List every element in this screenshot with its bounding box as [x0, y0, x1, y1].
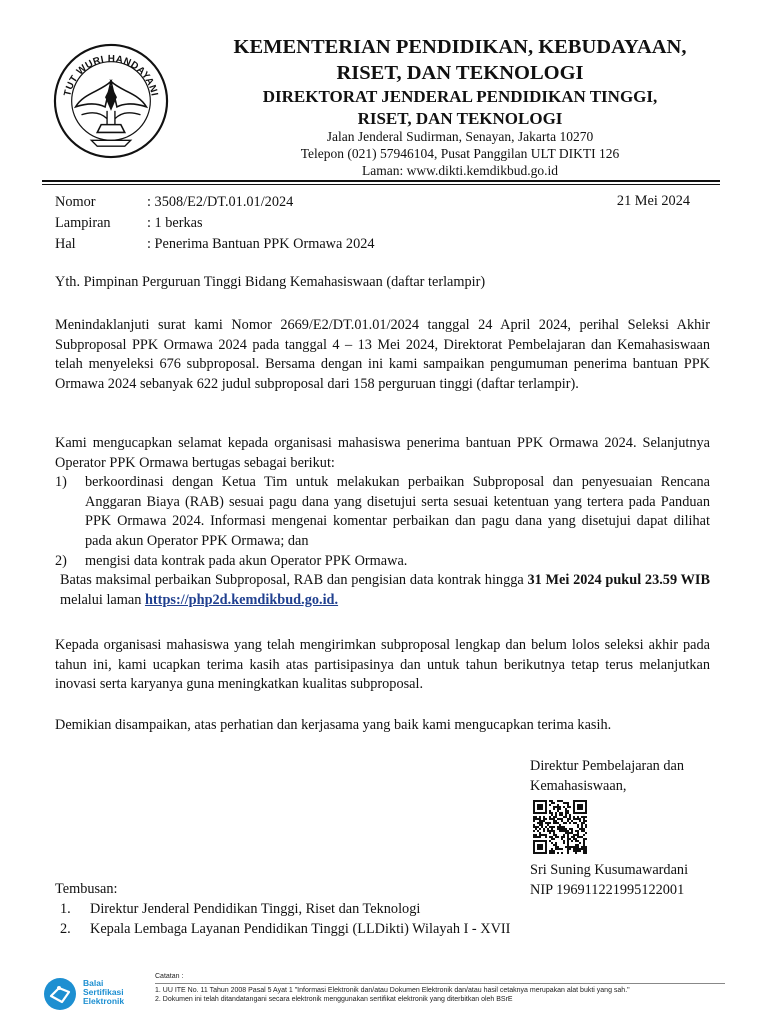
tembusan-item: [55, 919, 510, 939]
closing-paragraph: Demikian disampaikan, atas perhatian dan kerjasama yang baik kami mengucapkan terima kasih.: [55, 717, 612, 733]
directorate-line-1: DIREKTORAT JENDERAL PENDIDIKAN TINGGI,: [262, 87, 658, 106]
paragraph-2-text: Kami mengucapkan selamat kepada organisasi mahasiswa penerima bantuan PPK Ormawa 2024. Selanjutnya Operator PPK Ormawa bertugas sebagai berikut:: [55, 435, 710, 471]
tembusan-label: Tembusan:: [55, 881, 118, 897]
bsre-line-2: Sertifikasi: [83, 987, 124, 997]
task-item: [55, 473, 710, 551]
tembusan-item: [55, 899, 510, 919]
header-rule-thick: [42, 180, 720, 182]
tembusan-number: 2.: [60, 921, 71, 937]
nomor-label: Nomor: [55, 194, 96, 210]
letter-date: 21 Mei 2024: [616, 193, 690, 209]
paragraph-3: Kepada organisasi mahasiswa yang telah mengirimkan subproposal lengkap dan belum lolos seleksi akhir pada tahun ini, kami ucapkan terima kasih atas partisipasinya dan untuk tahun berikutnya tetap terus melanjutkan inovasi serta karyanya guna meningkatkan kualitas subproposal.: [55, 637, 710, 693]
signer-title-line-1: Direktur Pembelajaran dan: [530, 758, 685, 774]
addressee: Yth. Pimpinan Perguruan Tinggi Bidang Kemahasiswaan (daftar terlampir): [55, 274, 486, 290]
ministry-line-1: KEMENTERIAN PENDIDIKAN, KEBUDAYAAN,: [233, 36, 687, 58]
task-number: 2): [55, 552, 67, 569]
header-rule-thin: [42, 184, 720, 185]
tembusan-text: Kepala Lembaga Layanan Pendidikan Tinggi (LLDikti) Wilayah I - XVII: [90, 921, 511, 937]
lampiran-label: Lampiran: [55, 215, 111, 231]
task-text: berkoordinasi dengan Ketua Tim untuk melakukan perbaikan Subproposal dan penyesuaian Rencana Anggaran Biaya (RAB) sesuai pagu dana yang disetujui serta sesuai ketentuan yang tertera pada Panduan PPK Ormawa 2024. Informasi mengenai komentar perbaikan dan pagu dana yang disetujui dapat dilihat pada akun Operator PPK Ormawa; dan: [85, 474, 710, 549]
directorate-line-2: RISET, DAN TEKNOLOGI: [357, 109, 563, 128]
qr-code-icon: [533, 800, 587, 854]
tembusan-text: Direktur Jenderal Pendidikan Tinggi, Riset dan Teknologi: [90, 901, 421, 917]
deadline-text: [55, 571, 710, 610]
lampiran-value: : 1 berkas: [147, 215, 203, 231]
website: Laman: www.dikti.kemdikbud.go.id: [362, 163, 558, 178]
nomor-value: : 3508/E2/DT.01.01/2024: [147, 194, 294, 210]
footer-note-2: 2. Dokumen ini telah ditandatangani secara elektronik menggunakan sertifikat elektronik yang diterbitkan oleh BSrE: [155, 996, 513, 1003]
signer-title-line-2: Kemahasiswaan,: [530, 778, 627, 794]
tembusan-number: 1.: [60, 901, 71, 917]
meta-lampiran: [55, 214, 375, 235]
deadline-pre: Batas maksimal perbaikan Subproposal, RAB dan pengisian data kontrak hingga: [60, 572, 528, 589]
paragraph-1: Menindaklanjuti surat kami Nomor 2669/E2/DT.01.01/2024 tanggal 24 April 2024, perihal Seleksi Akhir Subproposal PPK Ormawa 2024 pada tanggal 4 – 13 Mei 2024, Direktorat Pembelajaran dan Kemahasiswaan telah menyeleksi 676 subproposal. Bersama dengan ini kami sampaikan pengumuman penerima bantuan PPK Ormawa 2024 sebanyak 622 judul subproposal dari 158 perguruan tinggi (daftar terlampir).: [55, 317, 710, 392]
footer-notes: [155, 972, 725, 1004]
task-text: mengisi data kontrak pada akun Operator PPK Ormawa.: [85, 552, 408, 569]
phone: Telepon (021) 57946104, Pusat Panggilan ULT DIKTI 126: [300, 146, 620, 161]
php2d-link[interactable]: https://php2d.kemdikbud.go.id.: [144, 591, 339, 608]
meta-nomor: [55, 193, 375, 214]
letter-meta: [55, 193, 375, 256]
bsre-line-3: Elektronik: [83, 996, 125, 1006]
ministry-line-2: RISET, DAN TEKNOLOGI: [336, 62, 584, 84]
hal-value: : Penerima Bantuan PPK Ormawa 2024: [147, 236, 375, 252]
bsre-wordmark: [83, 979, 124, 1006]
task-number: 1): [55, 474, 67, 491]
address: Jalan Jenderal Sudirman, Senayan, Jakarta 10270: [326, 129, 594, 144]
logo-motto: TUT WURI HANDAYANI: [62, 53, 160, 98]
hal-label: Hal: [55, 236, 76, 252]
tembusan: [55, 879, 510, 939]
footer-note-1: 1. UU ITE No. 11 Tahun 2008 Pasal 5 Ayat 1 "Informasi Elektronik dan/atau Dokumen Elektronik dan/atau hasil cetaknya merupakan alat bukti yang sah.": [155, 983, 725, 995]
signer-nip: NIP 196911221995122001: [530, 882, 685, 898]
directorate-name: [190, 86, 730, 130]
tut-wuri-handayani-logo: [52, 42, 170, 160]
bsre-line-1: Balai: [83, 978, 104, 988]
meta-hal: [55, 235, 375, 256]
task-item: [55, 552, 710, 572]
deadline-date: 31 Mei 2024 pukul 23.59 WIB: [527, 572, 710, 589]
signer-name: Sri Suning Kusumawardani: [530, 862, 689, 878]
catatan-label: Catatan :: [155, 973, 184, 980]
paragraph-2: [55, 434, 710, 610]
ministry-name: [190, 34, 730, 86]
contact-info: [190, 128, 730, 179]
deadline-mid: melalui laman: [60, 591, 145, 608]
